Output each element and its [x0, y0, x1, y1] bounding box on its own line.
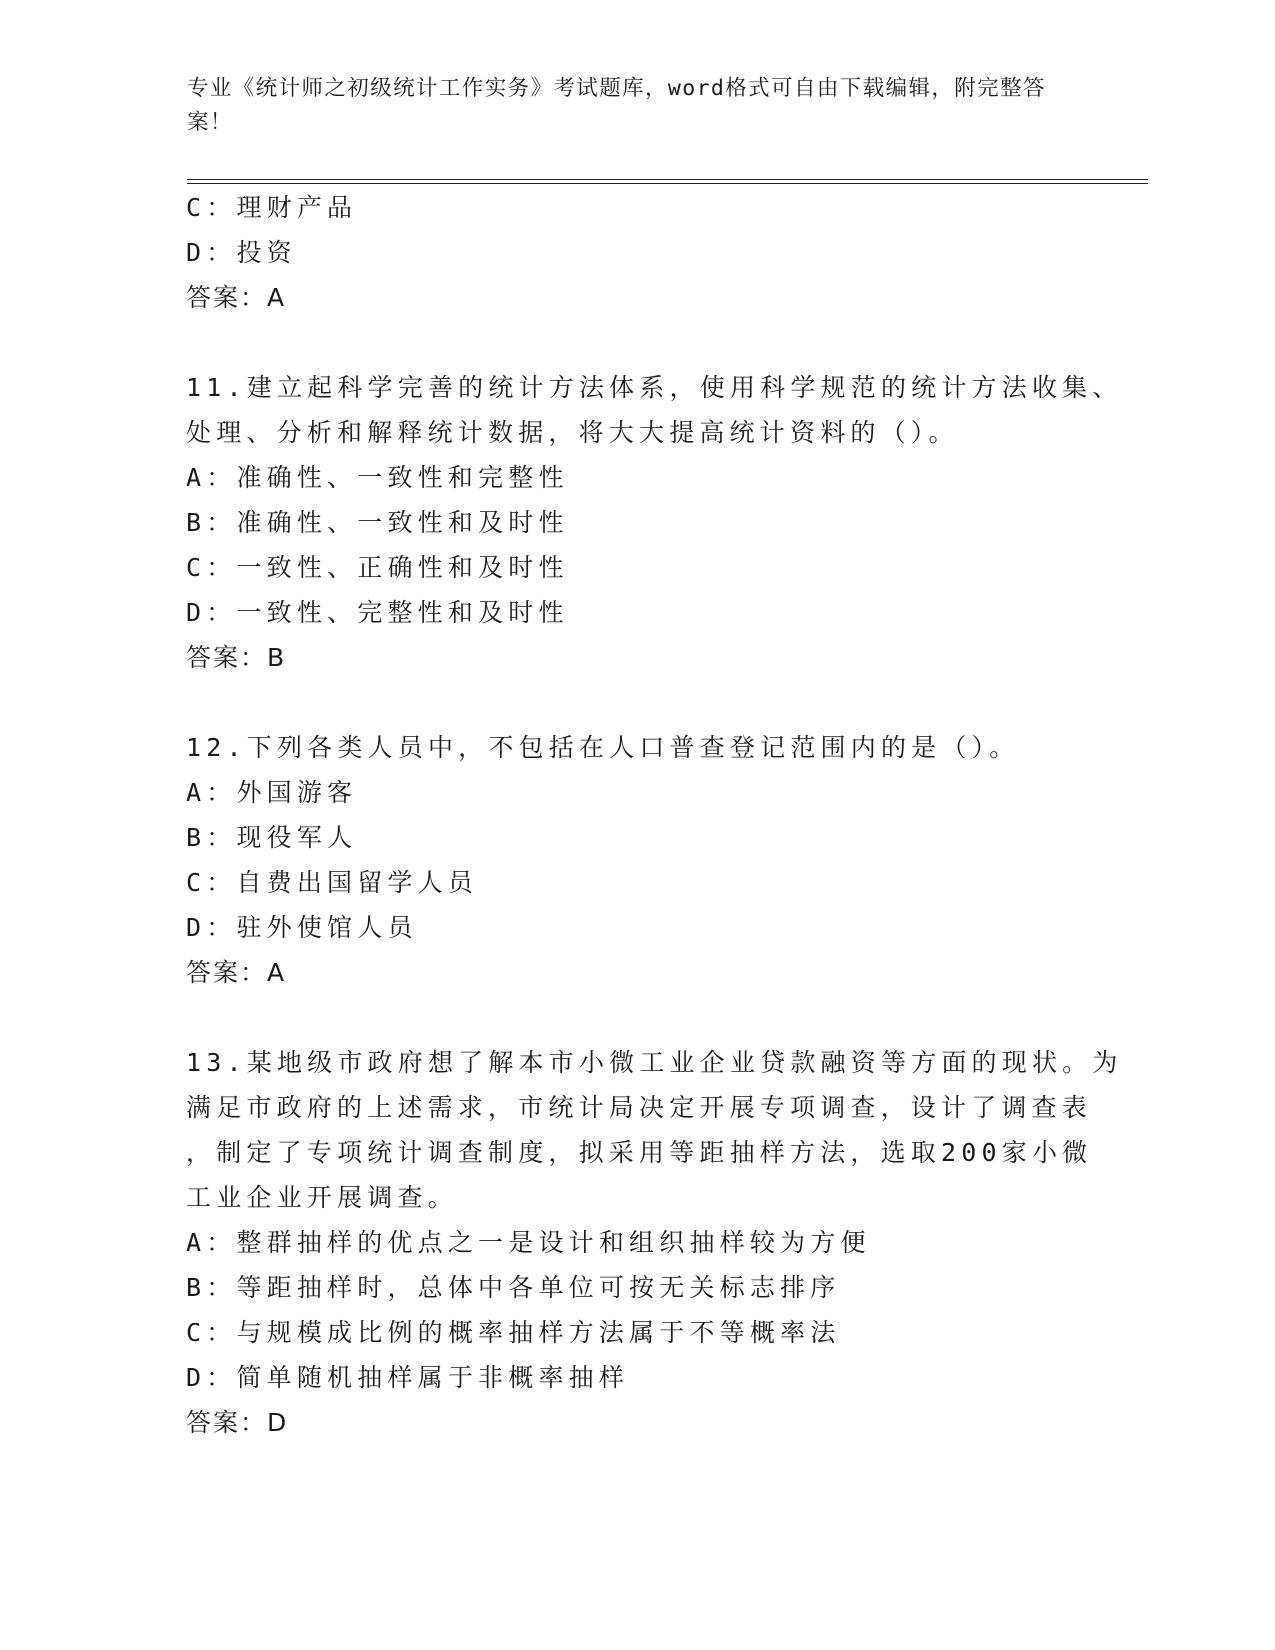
question-13-stem-line-4: 工业企业开展调查。 [186, 1183, 458, 1212]
question-13-stem-line-2: 满足市政府的上述需求，市统计局决定开展专项调查，设计了调查表 [186, 1093, 1093, 1122]
question-12-stem-line-1: 12.下列各类人员中，不包括在人口普查登记范围内的是（）。 [186, 733, 1020, 762]
header-rule-bottom [187, 183, 1148, 184]
question-12-option-a: A：外国游客 [186, 778, 358, 807]
question-13-option-c: C：与规模成比例的概率抽样方法属于不等概率法 [186, 1318, 841, 1347]
question-11-option-d: D：一致性、完整性和及时性 [186, 598, 569, 627]
document-header: 专业《统计师之初级统计工作实务》考试题库，word格式可自由下载编辑，附完整答案！ [187, 76, 1046, 135]
question-13-stem-line-1: 13.某地级市政府想了解本市小微工业企业贷款融资等方面的现状。为 [186, 1048, 1123, 1077]
question-13-stem-line-3: ，制定了专项统计调查制度，拟采用等距抽样方法，选取200家小微 [186, 1138, 1093, 1167]
question-13-option-a: A：整群抽样的优点之一是设计和组织抽样较为方便 [186, 1228, 871, 1257]
question-12-option-c: C：自费出国留学人员 [186, 868, 479, 897]
prev-question-answer: 答案：A [186, 283, 287, 312]
question-12-answer: 答案：A [186, 958, 287, 987]
prev-question-option-c: C：理财产品 [186, 193, 358, 222]
question-11-answer: 答案：B [186, 643, 287, 672]
prev-question-option-d: D：投资 [186, 238, 297, 267]
question-12-option-b: B：现役军人 [186, 823, 358, 852]
question-13-answer: 答案：D [186, 1408, 289, 1437]
question-11-option-c: C：一致性、正确性和及时性 [186, 553, 569, 582]
header-rule-top [187, 179, 1148, 180]
question-13-option-d: D：简单随机抽样属于非概率抽样 [186, 1363, 630, 1392]
question-11-option-a: A：准确性、一致性和完整性 [186, 463, 569, 492]
question-11-stem-line-2: 处理、分析和解释统计数据，将大大提高统计资料的（）。 [186, 418, 959, 447]
question-11-stem-line-1: 11.建立起科学完善的统计方法体系，使用科学规范的统计方法收集、 [186, 373, 1123, 402]
question-13-option-b: B：等距抽样时，总体中各单位可按无关标志排序 [186, 1273, 841, 1302]
question-11-option-b: B：准确性、一致性和及时性 [186, 508, 569, 537]
question-12-option-d: D：驻外使馆人员 [186, 913, 418, 942]
